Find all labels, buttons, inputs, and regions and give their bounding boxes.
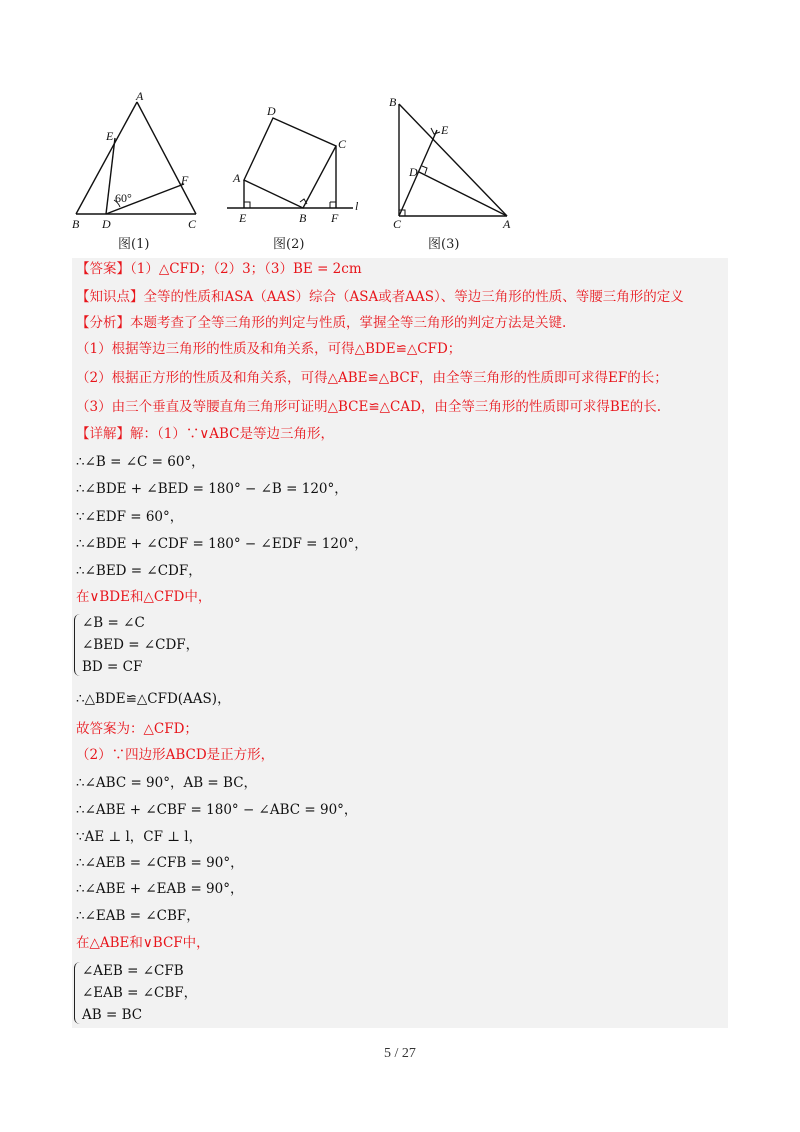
step-line: 在∨BDE和△CFD中， xyxy=(76,589,212,605)
fig3-label-B: B xyxy=(389,95,397,109)
fig2-label-C: C xyxy=(338,137,347,151)
fig2-label-l: l xyxy=(355,199,359,213)
fig1-label-E: E xyxy=(106,129,114,143)
step-line: ∴∠ABC = 90°，AB = BC， xyxy=(76,775,258,791)
knowledge-tag: 【知识点】 xyxy=(76,289,144,305)
fig1-label-D: D xyxy=(102,217,111,231)
system-line: ∠AEB = ∠CFB xyxy=(82,963,184,979)
figures-row xyxy=(60,88,700,258)
answer-text: （1）△CFD；（2）3；（3）BE = 2cm xyxy=(130,261,362,277)
page-number: 5 / 27 xyxy=(384,1046,416,1061)
system-line: ∠EAB = ∠CBF， xyxy=(82,985,198,1001)
system-line: ∠BED = ∠CDF， xyxy=(82,637,200,653)
fig3-caption: 图(3) xyxy=(428,237,460,252)
system-line: BD = CF xyxy=(82,659,143,675)
figure-3-right-triangle xyxy=(385,92,525,232)
fig2-label-E: E xyxy=(239,211,247,225)
figure-2-square-on-line xyxy=(225,98,365,228)
analysis-text: 本题考查了全等三角形的判定与性质，掌握全等三角形的判定方法是关键. xyxy=(130,315,567,331)
fig3-label-A: A xyxy=(503,217,511,231)
knowledge-line xyxy=(76,288,684,306)
step-line: ∴∠ABE + ∠CBF = 180° − ∠ABC = 90°， xyxy=(76,802,358,818)
fig2-label-A: A xyxy=(233,171,241,185)
fig2-label-B: B xyxy=(299,211,307,225)
system-line: ∠B = ∠C xyxy=(82,615,145,631)
step-line: 故答案为：△CFD； xyxy=(76,721,198,737)
analysis-point-2: （2）根据正方形的性质及和角关系，可得△ABE≌△BCF，由全等三角形的性质即可求得EF的长； xyxy=(76,370,668,386)
fig3-label-C: C xyxy=(393,217,402,231)
step-line: 在△ABE和∨BCF中， xyxy=(76,935,210,951)
fig2-label-F: F xyxy=(331,211,339,225)
fig1-caption: 图(1) xyxy=(118,237,150,252)
step-line: ∵∠EDF = 60°， xyxy=(76,509,184,525)
analysis-point-1: （1）根据等边三角形的性质及和角关系，可得△BDE≌△CFD； xyxy=(76,341,462,357)
fig1-label-C: C xyxy=(188,217,197,231)
system-line: AB = BC xyxy=(82,1007,143,1023)
step-line: ∴∠EAB = ∠CBF， xyxy=(76,908,200,924)
step-line: ∴△BDE≌△CFD(AAS)， xyxy=(76,691,231,707)
fig2-caption: 图(2) xyxy=(273,237,305,252)
analysis-line xyxy=(76,314,566,332)
fig1-angle-label: 60° xyxy=(115,191,132,205)
fig2-label-D: D xyxy=(267,104,276,118)
step-line: ∴∠B = ∠C = 60°， xyxy=(76,454,205,470)
step-line: ∴∠BDE + ∠CDF = 180° − ∠EDF = 120°， xyxy=(76,536,368,552)
system-brace xyxy=(74,614,81,676)
fig3-label-D: D xyxy=(409,165,418,179)
detail-line xyxy=(76,425,334,443)
step-line: ∵AE ⊥ l，CF ⊥ l， xyxy=(76,829,203,845)
analysis-point-3: （3）由三个垂直及等腰直角三角形可证明△BCE≌△CAD，由全等三角形的性质即可求得BE的长. xyxy=(76,399,661,415)
step-line: ∴∠BED = ∠CDF， xyxy=(76,563,202,579)
system-brace xyxy=(74,962,81,1024)
step-line: ∴∠ABE + ∠EAB = 90°， xyxy=(76,881,244,897)
answer-tag: 【答案】 xyxy=(76,261,130,277)
answer-line xyxy=(76,260,362,278)
figure-1-equilateral-triangle xyxy=(60,88,210,238)
step-line: ∴∠AEB = ∠CFB = 90°， xyxy=(76,855,244,871)
fig1-label-B: B xyxy=(72,217,80,231)
step-line: ∴∠BDE + ∠BED = 180° − ∠B = 120°， xyxy=(76,481,348,497)
fig3-label-E: E xyxy=(441,123,449,137)
fig1-label-A: A xyxy=(136,89,144,103)
detail-text: 解：（1）∵∨ABC是等边三角形， xyxy=(130,426,334,442)
knowledge-text: 全等的性质和ASA（AAS）综合（ASA或者AAS）、等边三角形的性质、等腰三角形的定义 xyxy=(143,289,684,305)
fig1-label-F: F xyxy=(181,173,189,187)
detail-tag: 【详解】 xyxy=(76,426,130,442)
step-line: （2）∵四边形ABCD是正方形， xyxy=(76,747,275,763)
analysis-tag: 【分析】 xyxy=(76,315,130,331)
